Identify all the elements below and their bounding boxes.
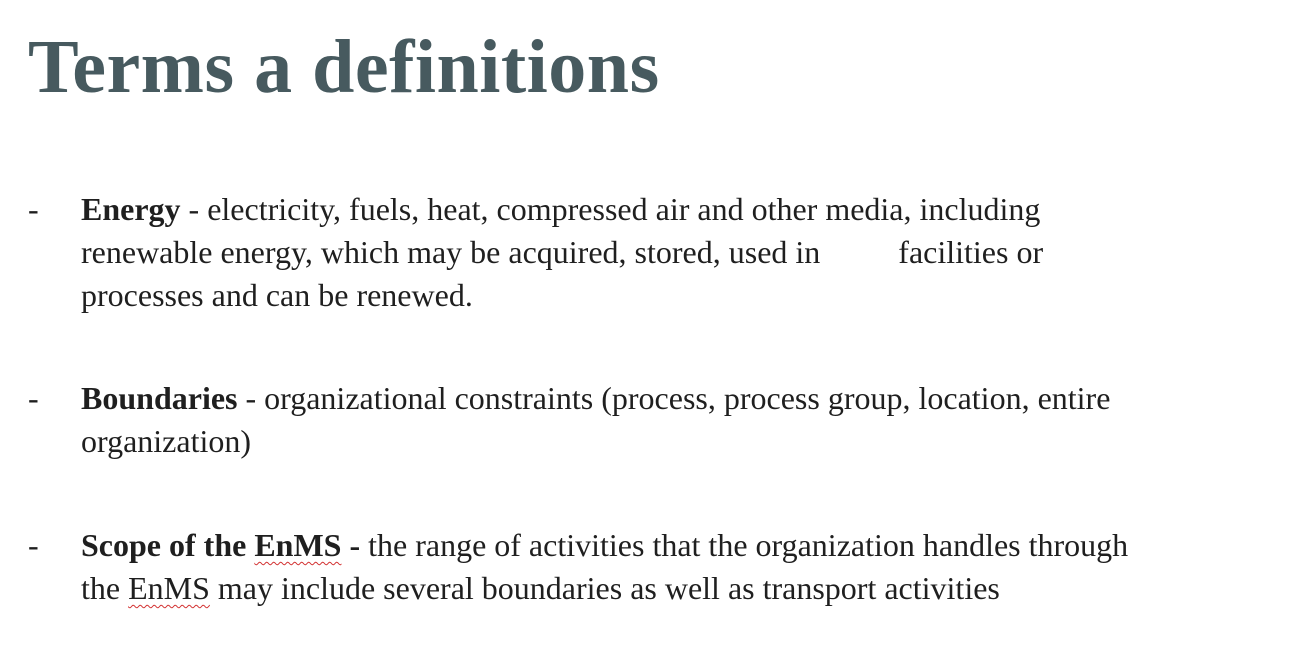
term-separator: - bbox=[180, 191, 208, 227]
definition-line-text: the bbox=[81, 570, 129, 606]
definition-line bbox=[81, 567, 1281, 610]
definition-text bbox=[81, 524, 1281, 610]
term-abbreviation: EnMS bbox=[254, 527, 342, 563]
abbreviation-text: EnMS bbox=[128, 570, 210, 606]
definition-line-text: the range of activities that the organization handles through bbox=[368, 527, 1129, 563]
term-prefix: Scope of the bbox=[81, 527, 255, 563]
term-separator: - bbox=[237, 380, 265, 416]
definition-text bbox=[81, 377, 1281, 463]
definition-term bbox=[81, 527, 368, 563]
definition-text bbox=[81, 188, 1281, 317]
term-separator: - bbox=[341, 527, 369, 563]
definition-line bbox=[81, 420, 1281, 463]
definition-line-text: may include several boundaries as well as transport activities bbox=[209, 570, 1000, 606]
definition-line-text: facilities or bbox=[898, 234, 1044, 270]
definition-line bbox=[81, 274, 1281, 317]
definition-term: Energy bbox=[81, 191, 181, 227]
definition-line-text: electricity, fuels, heat, compressed air and other media, including bbox=[207, 191, 1041, 227]
definition-line-text: organization) bbox=[81, 423, 252, 459]
bullet-dash: - bbox=[28, 527, 39, 563]
bullet-dash: - bbox=[28, 191, 39, 227]
definition-line-text: organizational constraints (process, process group, location, entire bbox=[264, 380, 1111, 416]
definition-line-text: renewable energy, which may be acquired, stored, used in bbox=[81, 234, 821, 270]
definition-line bbox=[81, 524, 1281, 567]
definition-line-text: processes and can be renewed. bbox=[81, 277, 473, 313]
slide-title: Terms a definitions bbox=[28, 25, 660, 109]
definition-line bbox=[81, 188, 1281, 231]
definition-line bbox=[81, 231, 1281, 274]
definition-term: Boundaries bbox=[81, 380, 238, 416]
bullet-dash: - bbox=[28, 380, 39, 416]
definition-line bbox=[81, 377, 1281, 420]
